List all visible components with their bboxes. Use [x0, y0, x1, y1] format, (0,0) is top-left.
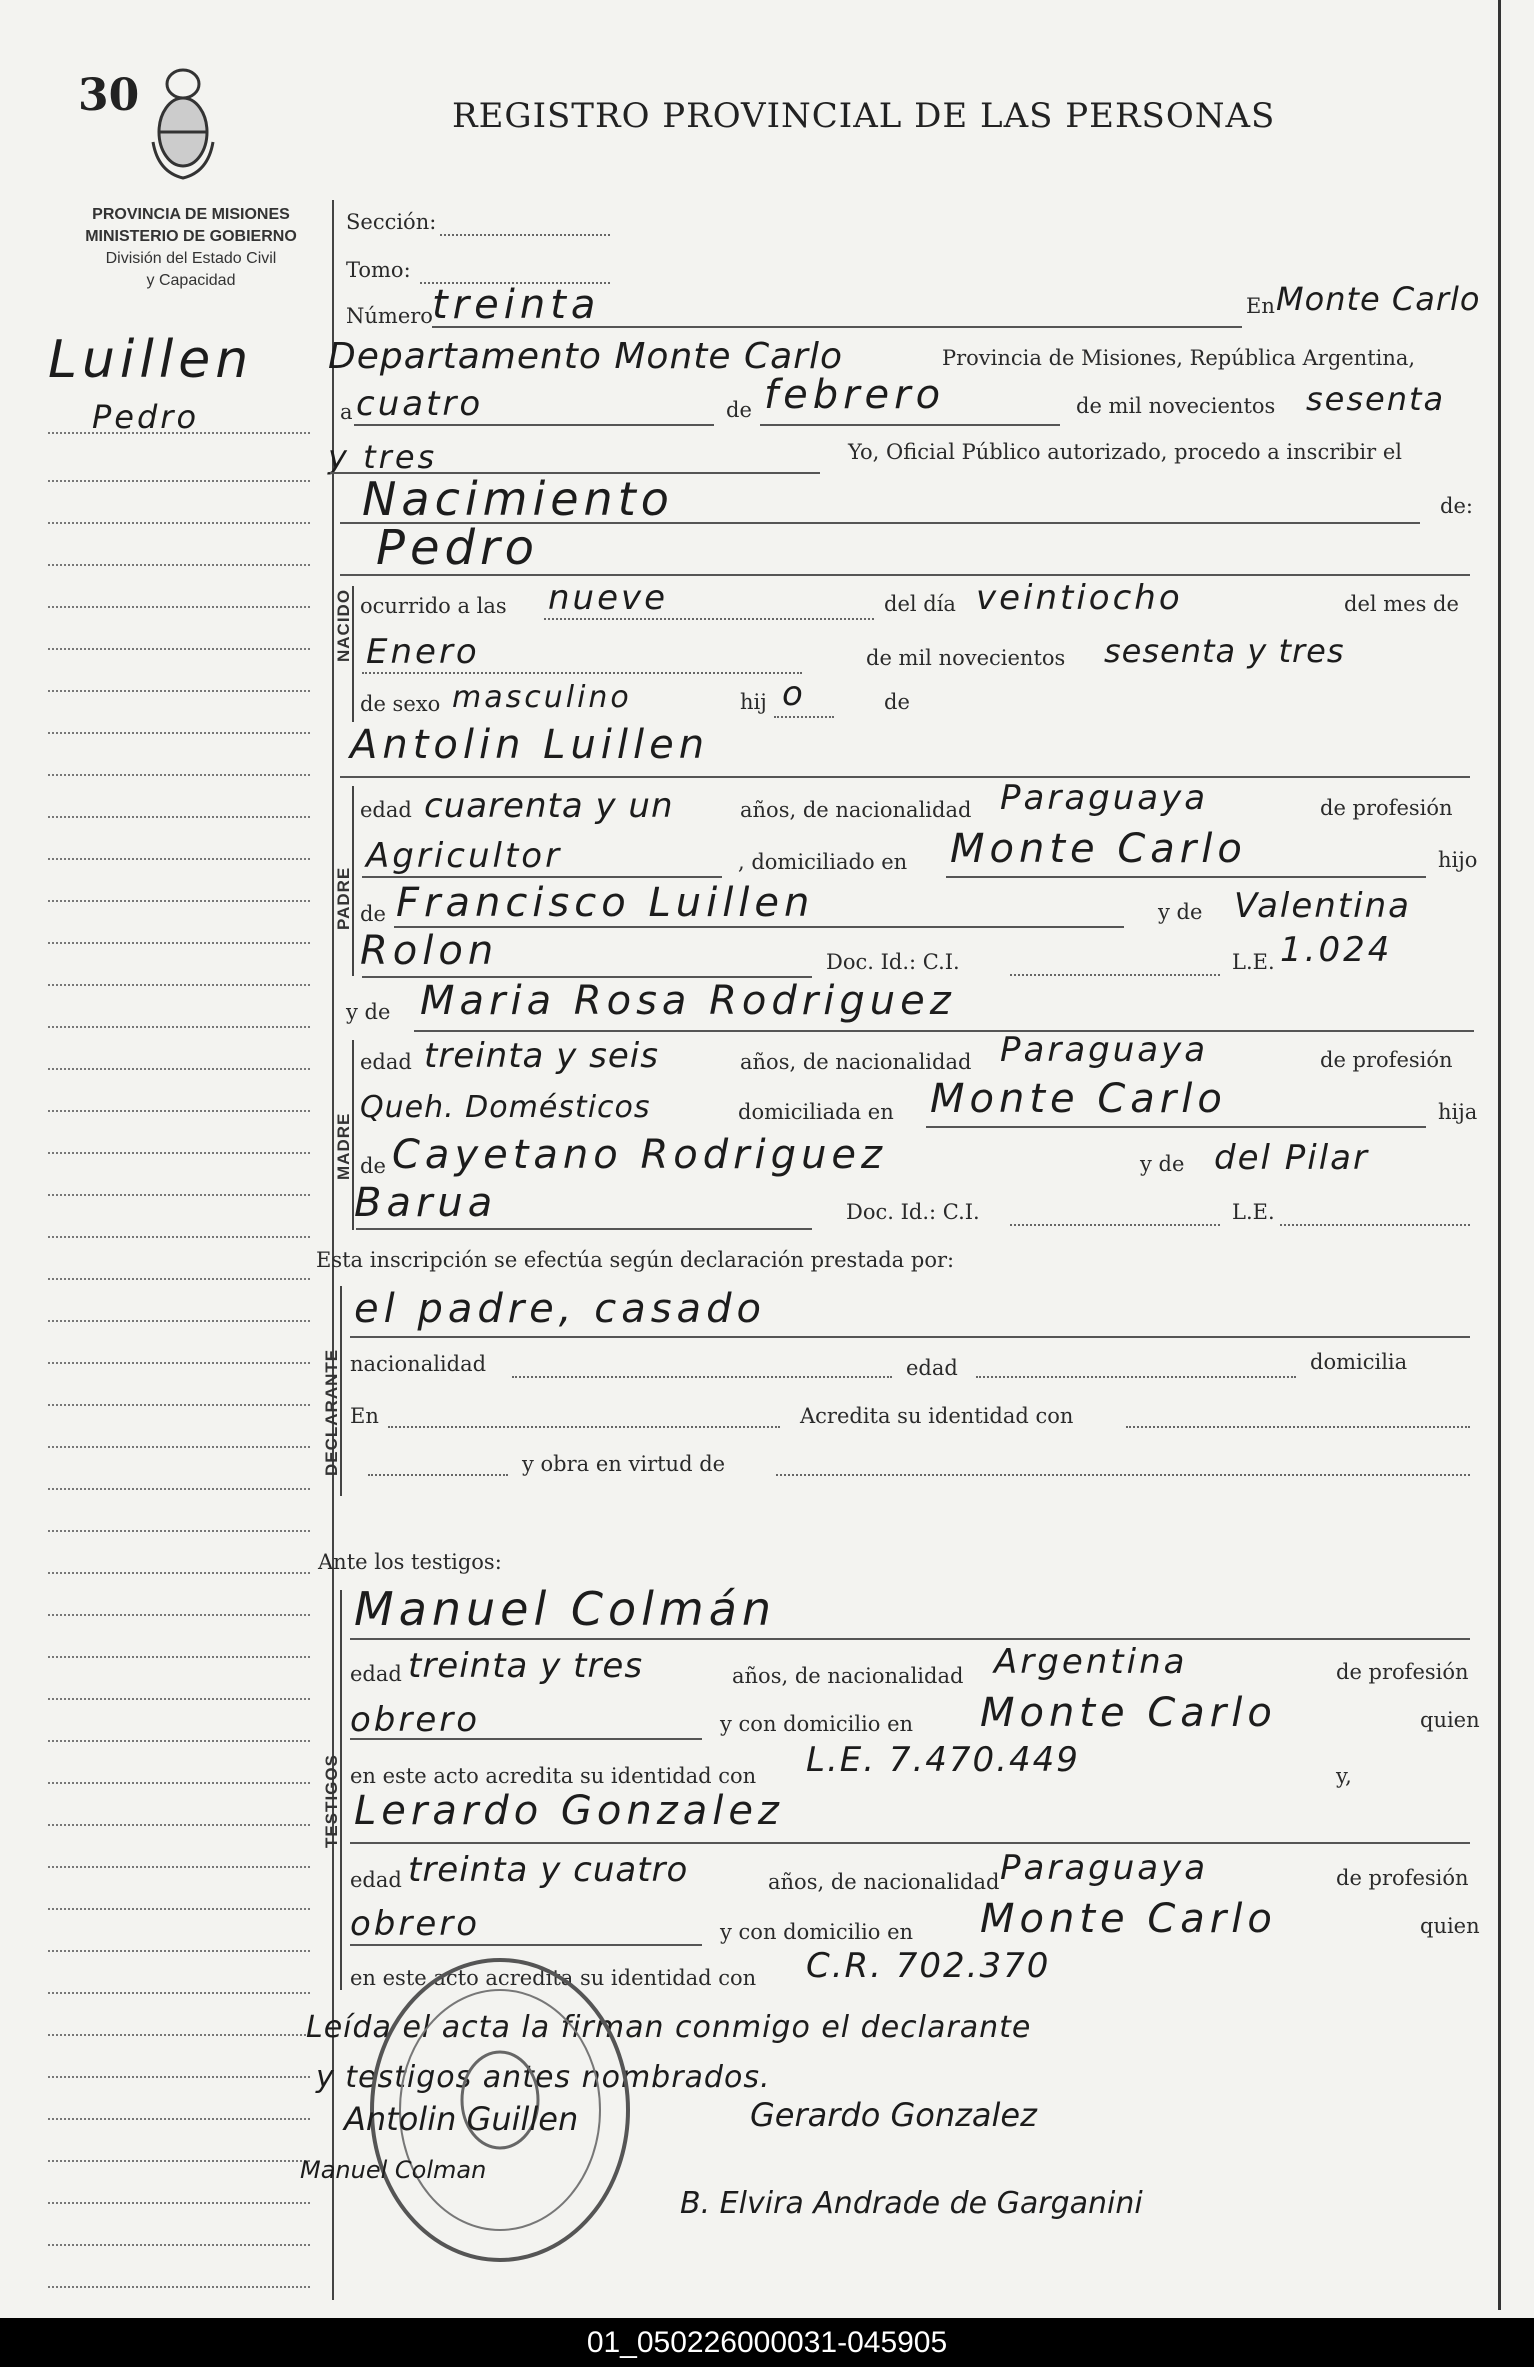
field-father-name: Antolin Luillen: [350, 722, 710, 768]
section-padre: PADRE: [334, 866, 353, 930]
label-profesion-2: de profesión: [1320, 1048, 1453, 1072]
section-madre: MADRE: [334, 1112, 353, 1180]
field-month: febrero: [764, 372, 946, 418]
label-le-2: L.E.: [1232, 1200, 1275, 1224]
field-father-le: 1.024: [1280, 930, 1393, 970]
label-domiciliado: , domiciliado en: [738, 850, 908, 874]
label-profesion-w2: de profesión: [1336, 1866, 1469, 1890]
label-en: En: [1246, 294, 1275, 318]
label-doc-id-2: Doc. Id.: C.I.: [846, 1200, 980, 1224]
label-tomo: Tomo:: [346, 258, 411, 282]
signature-witness-1: Manuel Colman: [300, 2156, 487, 2184]
field-father-mother: Valentina: [1234, 886, 1411, 926]
label-acredita: Acredita su identidad con: [800, 1404, 1074, 1428]
label-yo-oficial: Yo, Oficial Público autorizado, procedo a inscribir el: [848, 440, 1402, 464]
section-declarante: DECLARANTE: [322, 1348, 341, 1476]
label-acredita-w1: en este acto acredita su identidad con: [350, 1764, 757, 1788]
label-y-de-2: y de: [346, 1000, 391, 1024]
field-acta-type: Nacimiento: [362, 472, 674, 526]
field-father-age: cuarenta y un: [424, 786, 674, 826]
field-father-nationality: Paraguaya: [1000, 778, 1209, 818]
coat-of-arms-icon: [148, 62, 218, 182]
field-sexo: masculino: [452, 680, 632, 715]
label-de: de: [726, 398, 752, 422]
field-mother-profession: Queh. Domésticos: [360, 1090, 651, 1125]
signature-father: Antolin Guillen: [344, 2100, 579, 2138]
field-witness2-domicile: Monte Carlo: [980, 1896, 1277, 1942]
closing-line-1: Leída el acta la firman conmigo el declarante: [306, 2010, 1032, 2045]
field-departamento: Departamento Monte Carlo: [328, 336, 844, 377]
label-edad: edad: [360, 798, 412, 822]
field-witness2-profession: obrero: [350, 1904, 481, 1944]
page-number: 30: [78, 70, 140, 121]
field-mother-mother: del Pilar: [1214, 1138, 1369, 1178]
field-dia: veintiocho: [976, 578, 1183, 618]
field-father-domicile: Monte Carlo: [950, 826, 1247, 872]
label-a: a: [340, 400, 353, 424]
label-inscripcion: Esta inscripción se efectúa según declaración prestada por:: [316, 1248, 955, 1272]
field-anio-nacimiento: sesenta y tres: [1104, 632, 1345, 670]
label-provincia: Provincia de Misiones, República Argentina,: [942, 346, 1416, 370]
label-domiciliada: domiciliada en: [738, 1100, 894, 1124]
field-mother-name: Maria Rosa Rodriguez: [420, 978, 956, 1024]
agency-line: PROVINCIA DE MISIONES: [92, 206, 290, 223]
label-domicilia: domicilia: [1310, 1350, 1408, 1374]
page-title: REGISTRO PROVINCIAL DE LAS PERSONAS: [452, 96, 1276, 136]
label-de-colon: de:: [1440, 494, 1473, 518]
label-profesion-w1: de profesión: [1336, 1660, 1469, 1684]
field-declarante: el padre, casado: [354, 1286, 766, 1332]
label-acredita-w2: en este acto acredita su identidad con: [350, 1966, 757, 1990]
field-numero: treinta: [432, 282, 601, 328]
field-hora: nueve: [548, 578, 669, 618]
label-anos-nacionalidad-w1: años, de nacionalidad: [732, 1664, 964, 1688]
field-witness2-nationality: Paraguaya: [1000, 1848, 1209, 1888]
label-de-4: de: [360, 1154, 386, 1178]
field-mother-nationality: Paraguaya: [1000, 1030, 1209, 1070]
label-con-domicilio-w2: y con domicilio en: [720, 1920, 914, 1944]
signature-witness-2: Gerardo Gonzalez: [750, 2096, 1037, 2134]
field-witness2-name: Lerardo Gonzalez: [354, 1788, 784, 1834]
section-testigos: TESTIGOS: [322, 1754, 341, 1848]
section-nacido: NACIDO: [334, 588, 353, 662]
field-witness2-age: treinta y cuatro: [408, 1850, 689, 1890]
margin-surname: Luillen: [48, 330, 254, 390]
field-year-1: sesenta: [1306, 380, 1446, 418]
label-seccion: Sección:: [346, 210, 437, 234]
label-y-de-3: y de: [1140, 1152, 1185, 1176]
label-ocurrido: ocurrido a las: [360, 594, 507, 618]
field-mes: Enero: [366, 632, 480, 672]
label-sexo: de sexo: [360, 692, 441, 716]
label-edad-declarante: edad: [906, 1356, 958, 1380]
label-con-domicilio-w1: y con domicilio en: [720, 1712, 914, 1736]
label-quien-w1: quien: [1420, 1708, 1480, 1732]
signature-official: B. Elvira Andrade de Garganini: [680, 2186, 1143, 2221]
label-numero: Número: [346, 304, 433, 328]
label-en-2: En: [350, 1404, 379, 1428]
field-witness1-name: Manuel Colmán: [354, 1582, 777, 1636]
label-le: L.E.: [1232, 950, 1275, 974]
label-hija: hija: [1438, 1100, 1478, 1124]
label-hij: hij: [740, 690, 767, 714]
label-obra: y obra en virtud de: [522, 1452, 726, 1476]
label-anos-nacionalidad-2: años, de nacionalidad: [740, 1050, 972, 1074]
label-de-3: de: [360, 902, 386, 926]
field-witness1-profession: obrero: [350, 1700, 481, 1740]
field-year-2: y tres: [328, 438, 438, 476]
margin-given-name: Pedro: [92, 398, 200, 436]
field-mother-age: treinta y seis: [424, 1036, 659, 1076]
label-mil-novecientos: de mil novecientos: [1076, 394, 1276, 418]
field-witness1-age: treinta y tres: [408, 1646, 644, 1686]
closing-line-2: y testigos antes nombrados.: [316, 2060, 771, 2095]
field-mother-mother-surname: Barua: [354, 1180, 498, 1226]
field-witness1-domicile: Monte Carlo: [980, 1690, 1277, 1736]
field-father-mother-surname: Rolon: [360, 928, 499, 974]
agency-line: División del Estado Civil: [105, 250, 277, 267]
field-mother-domicile: Monte Carlo: [930, 1076, 1227, 1122]
field-father-profession: Agricultor: [366, 836, 563, 876]
label-mil-novecientos-2: de mil novecientos: [866, 646, 1066, 670]
label-ante-testigos: Ante los testigos:: [318, 1550, 502, 1574]
agency-line: MINISTERIO DE GOBIERNO: [85, 228, 297, 245]
field-father-father: Francisco Luillen: [396, 880, 815, 926]
field-mother-father: Cayetano Rodriguez: [392, 1132, 888, 1178]
field-witness2-id: C.R. 702.370: [806, 1946, 1051, 1986]
label-doc-id: Doc. Id.: C.I.: [826, 950, 960, 974]
field-witness1-nationality: Argentina: [994, 1642, 1188, 1682]
field-day: cuatro: [356, 384, 484, 424]
field-en-city: Monte Carlo: [1276, 280, 1481, 318]
label-y-de: y de: [1158, 900, 1203, 924]
label-anos-nacionalidad-w2: años, de nacionalidad: [768, 1870, 1000, 1894]
field-name: Pedro: [376, 520, 540, 576]
label-y-w1: y,: [1336, 1764, 1352, 1788]
label-hijo: hijo: [1438, 848, 1478, 872]
label-nacionalidad: nacionalidad: [350, 1352, 487, 1376]
label-anos-nacionalidad: años, de nacionalidad: [740, 798, 972, 822]
label-edad-w1: edad: [350, 1662, 402, 1686]
agency-block: [66, 204, 316, 292]
field-witness1-id: L.E. 7.470.449: [806, 1740, 1080, 1780]
label-quien-w2: quien: [1420, 1914, 1480, 1938]
label-del-dia: del día: [884, 592, 956, 616]
label-del-mes: del mes de: [1344, 592, 1459, 616]
label-profesion: de profesión: [1320, 796, 1453, 820]
label-edad-w2: edad: [350, 1868, 402, 1892]
document-id-footer: 01_050226000031-045905: [0, 2318, 1534, 2367]
label-de-2: de: [884, 690, 910, 714]
agency-line: y Capacidad: [146, 272, 236, 289]
label-edad-2: edad: [360, 1050, 412, 1074]
field-hij-suffix: o: [782, 674, 806, 714]
